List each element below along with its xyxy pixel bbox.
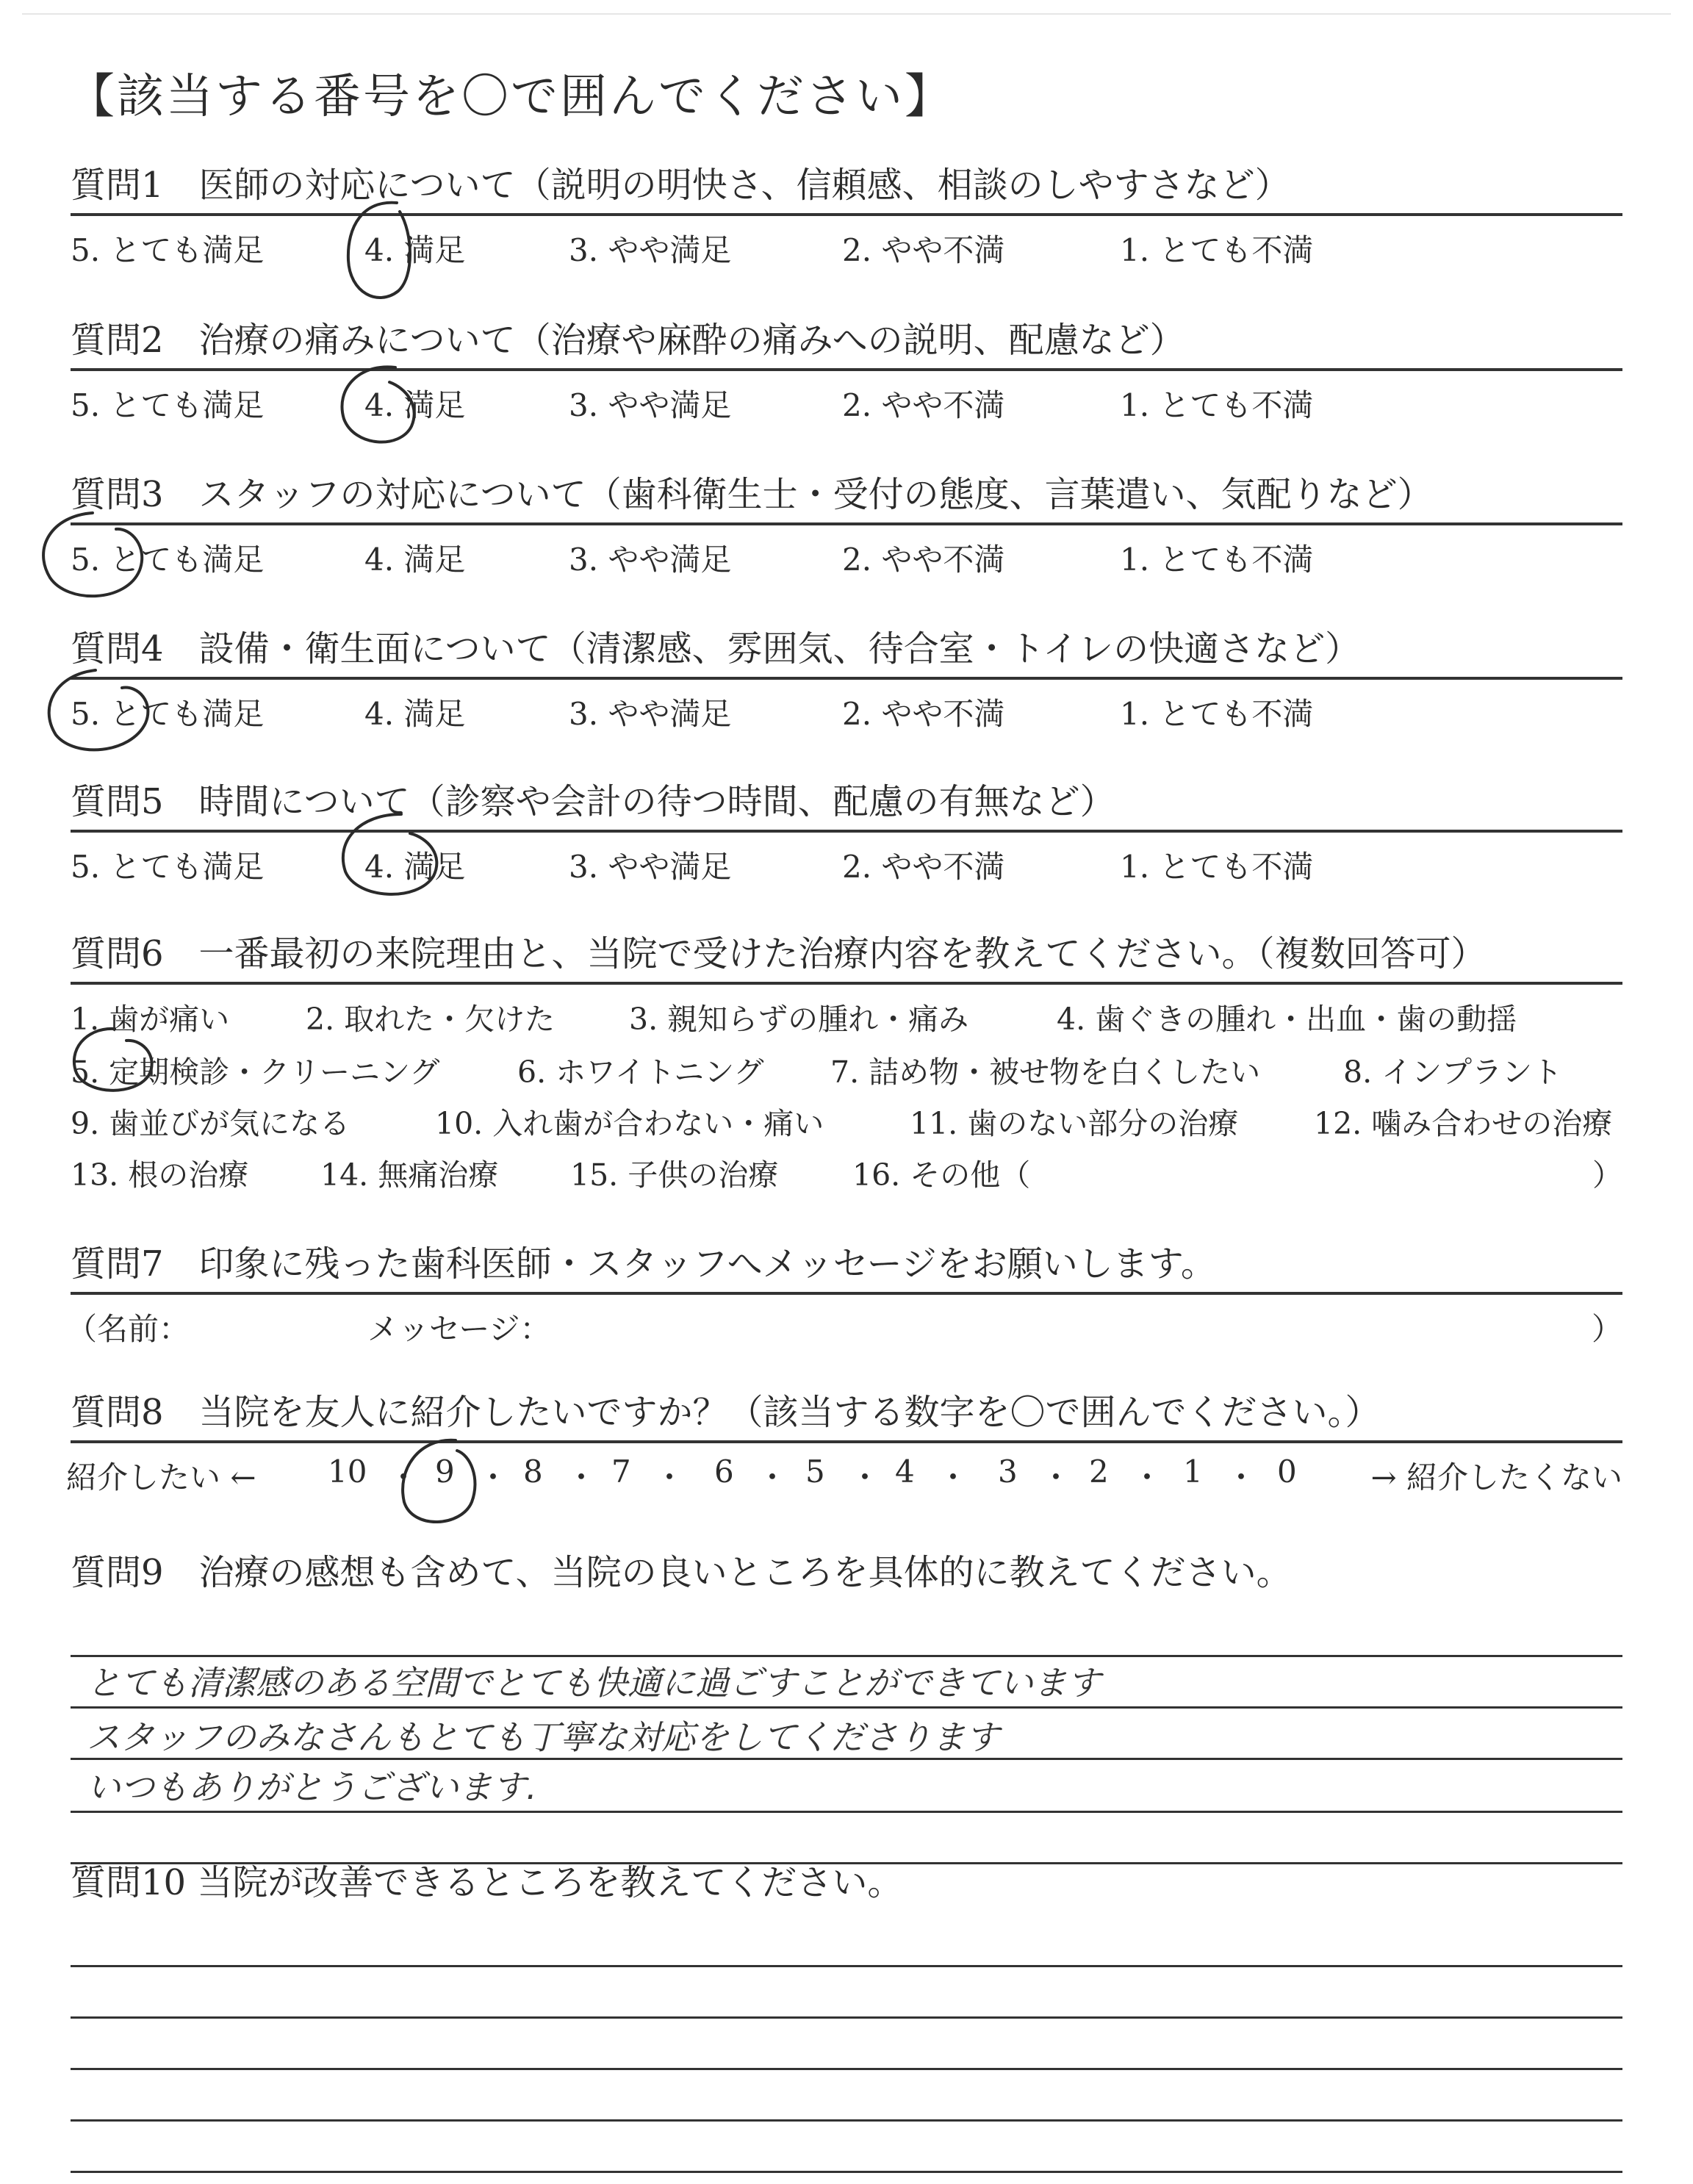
- option-2[interactable]: 2. やや不満: [842, 387, 1005, 423]
- scale-number-1[interactable]: 1: [1183, 1454, 1203, 1490]
- q7-close-paren: ）: [1591, 1311, 1622, 1347]
- question-7-fields: [66, 1305, 1622, 1347]
- q6-option[interactable]: 16. その他（: [852, 1157, 1031, 1193]
- scale-number-3[interactable]: 3: [998, 1454, 1018, 1490]
- scale-dot: ・: [654, 1459, 686, 1495]
- answer-rule: [71, 2119, 1622, 2122]
- question-2-rule: [71, 368, 1622, 371]
- question-7-title: 質問7 印象に残った歯科医師・スタッフへメッセージをお願いします。: [71, 1243, 1216, 1285]
- scale-dot: ・: [1226, 1459, 1257, 1495]
- question-4-rule: [71, 677, 1622, 680]
- q6-option[interactable]: 5. 定期検診・クリーニング: [71, 1055, 440, 1090]
- option-5[interactable]: 5. とても満足: [71, 232, 265, 268]
- option-1[interactable]: 1. とても不満: [1120, 387, 1314, 423]
- question-6-rule: [71, 982, 1622, 985]
- question-5: [71, 780, 1622, 884]
- scale-dot: ・: [388, 1459, 420, 1495]
- question-1-rule: [71, 213, 1622, 216]
- option-2[interactable]: 2. やや不満: [842, 849, 1005, 885]
- q6-option[interactable]: 15. 子供の治療: [570, 1157, 779, 1193]
- scale-dot: ・: [849, 1459, 881, 1495]
- scale-number-2[interactable]: 2: [1089, 1454, 1109, 1490]
- option-2[interactable]: 2. やや不満: [842, 696, 1005, 732]
- q6-option[interactable]: 6. ホワイトニング: [517, 1055, 764, 1090]
- question-5-title: 質問5 時間について（診察や会計の待つ時間、配慮の有無など）: [71, 781, 1115, 822]
- answer-rule: [71, 1965, 1622, 1967]
- option-3[interactable]: 3. やや満足: [569, 232, 732, 268]
- option-5[interactable]: 5. とても満足: [71, 542, 265, 578]
- scale-dot: ・: [1132, 1459, 1163, 1495]
- instruction-heading: 【該当する番号を〇で囲んでください】: [68, 70, 954, 124]
- q6-option[interactable]: 12. 噛み合わせの治療: [1314, 1106, 1613, 1141]
- selection-circle-q2: [329, 360, 425, 456]
- option-1[interactable]: 1. とても不満: [1120, 232, 1314, 268]
- scale-dot: ・: [478, 1459, 509, 1495]
- answer-rule: [71, 1706, 1622, 1709]
- q6-option[interactable]: 3. 親知らずの腫れ・痛み: [629, 1002, 969, 1037]
- question-2: [71, 318, 1622, 423]
- scale-number-4[interactable]: 4: [895, 1454, 915, 1490]
- selection-circle-q6-option-5: [63, 1021, 166, 1102]
- q6-option[interactable]: 9. 歯並びが気になる: [71, 1106, 351, 1141]
- q6-option[interactable]: 1. 歯が痛い: [71, 1002, 230, 1037]
- answer-rule: [71, 2016, 1622, 2019]
- option-1[interactable]: 1. とても不満: [1120, 849, 1314, 885]
- question-7-rule: [71, 1292, 1622, 1295]
- selection-circle-q1: [341, 197, 422, 307]
- question-6-title: 質問6 一番最初の来院理由と、当院で受けた治療内容を教えてください。（複数回答可）: [71, 933, 1487, 974]
- scale-dot: ・: [757, 1459, 788, 1495]
- option-3[interactable]: 3. やや満足: [569, 387, 732, 423]
- q6-option[interactable]: 8. インプラント: [1343, 1055, 1563, 1090]
- option-5[interactable]: 5. とても満足: [71, 387, 265, 423]
- answer-rule: [71, 1811, 1622, 1813]
- question-1-title: 質問1 医師の対応について（説明の明快さ、信頼感、相談のしやすさなど）: [71, 165, 1290, 206]
- selection-circle-q4: [34, 663, 159, 766]
- question-3-title: 質問3 スタッフの対応について（歯科衛生士・受付の態度、言葉遣い、気配りなど）: [71, 474, 1433, 515]
- question-1-options: [71, 226, 1622, 267]
- selection-circle-q8: [389, 1433, 485, 1536]
- option-4[interactable]: 4. 満足: [364, 542, 466, 578]
- question-8-rule: [71, 1440, 1622, 1443]
- option-3[interactable]: 3. やや満足: [569, 849, 732, 885]
- scale-number-7[interactable]: 7: [611, 1454, 631, 1490]
- handwritten-answer-line: とても清潔感のある空間でとても快適に過ごすことができています: [87, 1663, 1101, 1703]
- q6-option[interactable]: 14. 無痛治療: [320, 1157, 499, 1193]
- question-4-title: 質問4 設備・衛生面について（清潔感、雰囲気、待合室・トイレの快適さなど）: [71, 628, 1361, 669]
- scale-number-6[interactable]: 6: [714, 1454, 734, 1490]
- question-2-options: [71, 381, 1622, 423]
- question-3-rule: [71, 522, 1622, 525]
- question-6-options: [71, 995, 1622, 1193]
- question-5-rule: [71, 830, 1622, 833]
- question-8-title: 質問8 当院を友人に紹介したいですか？（該当する数字を〇で囲んでください。）: [71, 1392, 1381, 1433]
- question-6: [71, 932, 1622, 1193]
- question-7: [66, 1242, 1622, 1347]
- scale-number-8[interactable]: 8: [523, 1454, 543, 1490]
- scale-right-label: → 紹介したくない: [1370, 1459, 1622, 1495]
- question-1: [71, 163, 1622, 267]
- question-9-title: 質問9 治療の感想も含めて、当院の良いところを具体的に教えてください。: [71, 1552, 1292, 1593]
- q6-option[interactable]: 2. 取れた・欠けた: [306, 1002, 556, 1037]
- question-3-options: [71, 536, 1622, 577]
- question-5-options: [71, 843, 1622, 884]
- question-9-answer-area[interactable]: [71, 1595, 1622, 1874]
- handwritten-answer-line: スタッフのみなさんもとても丁寧な対応をしてくださります: [87, 1717, 999, 1757]
- scale-number-10[interactable]: 10: [328, 1454, 367, 1490]
- message-field-label[interactable]: メッセージ：: [367, 1311, 551, 1347]
- selection-circle-q3: [29, 507, 154, 617]
- question-3: [71, 473, 1622, 577]
- scale-left-label: 紹介したい ←: [66, 1459, 256, 1495]
- option-4[interactable]: 4. 満足: [364, 696, 466, 732]
- option-1[interactable]: 1. とても不満: [1120, 542, 1314, 578]
- option-4[interactable]: 4. 満足: [364, 387, 466, 423]
- option-5[interactable]: 5. とても満足: [71, 849, 265, 885]
- selection-circle-q5: [331, 808, 448, 911]
- scale-number-0[interactable]: 0: [1277, 1454, 1297, 1490]
- answer-rule: [71, 2171, 1622, 2173]
- q6-option[interactable]: 4. 歯ぐきの腫れ・出血・歯の動揺: [1057, 1002, 1517, 1037]
- scale-dot: ・: [938, 1459, 969, 1495]
- scale-dot: ・: [1040, 1459, 1072, 1495]
- q6-option[interactable]: 11. 歯のない部分の治療: [910, 1106, 1239, 1141]
- handwritten-answer-line: いつもありがとうございます.: [87, 1767, 537, 1807]
- question-4-options: [71, 690, 1622, 731]
- scale-number-9[interactable]: 9: [435, 1454, 455, 1490]
- question-9: [71, 1551, 1622, 1874]
- q6-option[interactable]: 13. 根の治療: [71, 1157, 249, 1193]
- option-4[interactable]: 4. 満足: [364, 232, 466, 268]
- scale-dot: ・: [566, 1459, 597, 1495]
- question-10: [71, 1861, 1622, 2184]
- question-2-title: 質問2 治療の痛みについて（治療や麻酔の痛みへの説明、配慮など）: [71, 320, 1185, 361]
- scale-number-5[interactable]: 5: [805, 1454, 825, 1490]
- option-3[interactable]: 3. やや満足: [569, 542, 732, 578]
- question-10-title: 質問10 当院が改善できるところを教えてください。: [71, 1862, 903, 1903]
- option-2[interactable]: 2. やや不満: [842, 232, 1005, 268]
- option-3[interactable]: 3. やや満足: [569, 696, 732, 732]
- question-8: [66, 1390, 1622, 1498]
- option-5[interactable]: 5. とても満足: [71, 696, 265, 732]
- question-10-answer-area[interactable]: [71, 1905, 1622, 2184]
- name-field-label[interactable]: （名前：: [66, 1311, 190, 1347]
- option-1[interactable]: 1. とても不満: [1120, 696, 1314, 732]
- answer-rule: [71, 2068, 1622, 2070]
- option-4[interactable]: 4. 満足: [364, 849, 466, 885]
- question-4: [71, 627, 1622, 731]
- q6-option[interactable]: 10. 入れ歯が合わない・痛い: [435, 1106, 824, 1141]
- q6-close-paren: ）: [1592, 1157, 1622, 1193]
- q6-option[interactable]: 7. 詰め物・被せ物を白くしたい: [830, 1055, 1261, 1090]
- page-top-edge: [22, 13, 1671, 15]
- option-2[interactable]: 2. やや不満: [842, 542, 1005, 578]
- recommend-scale: [66, 1454, 1622, 1498]
